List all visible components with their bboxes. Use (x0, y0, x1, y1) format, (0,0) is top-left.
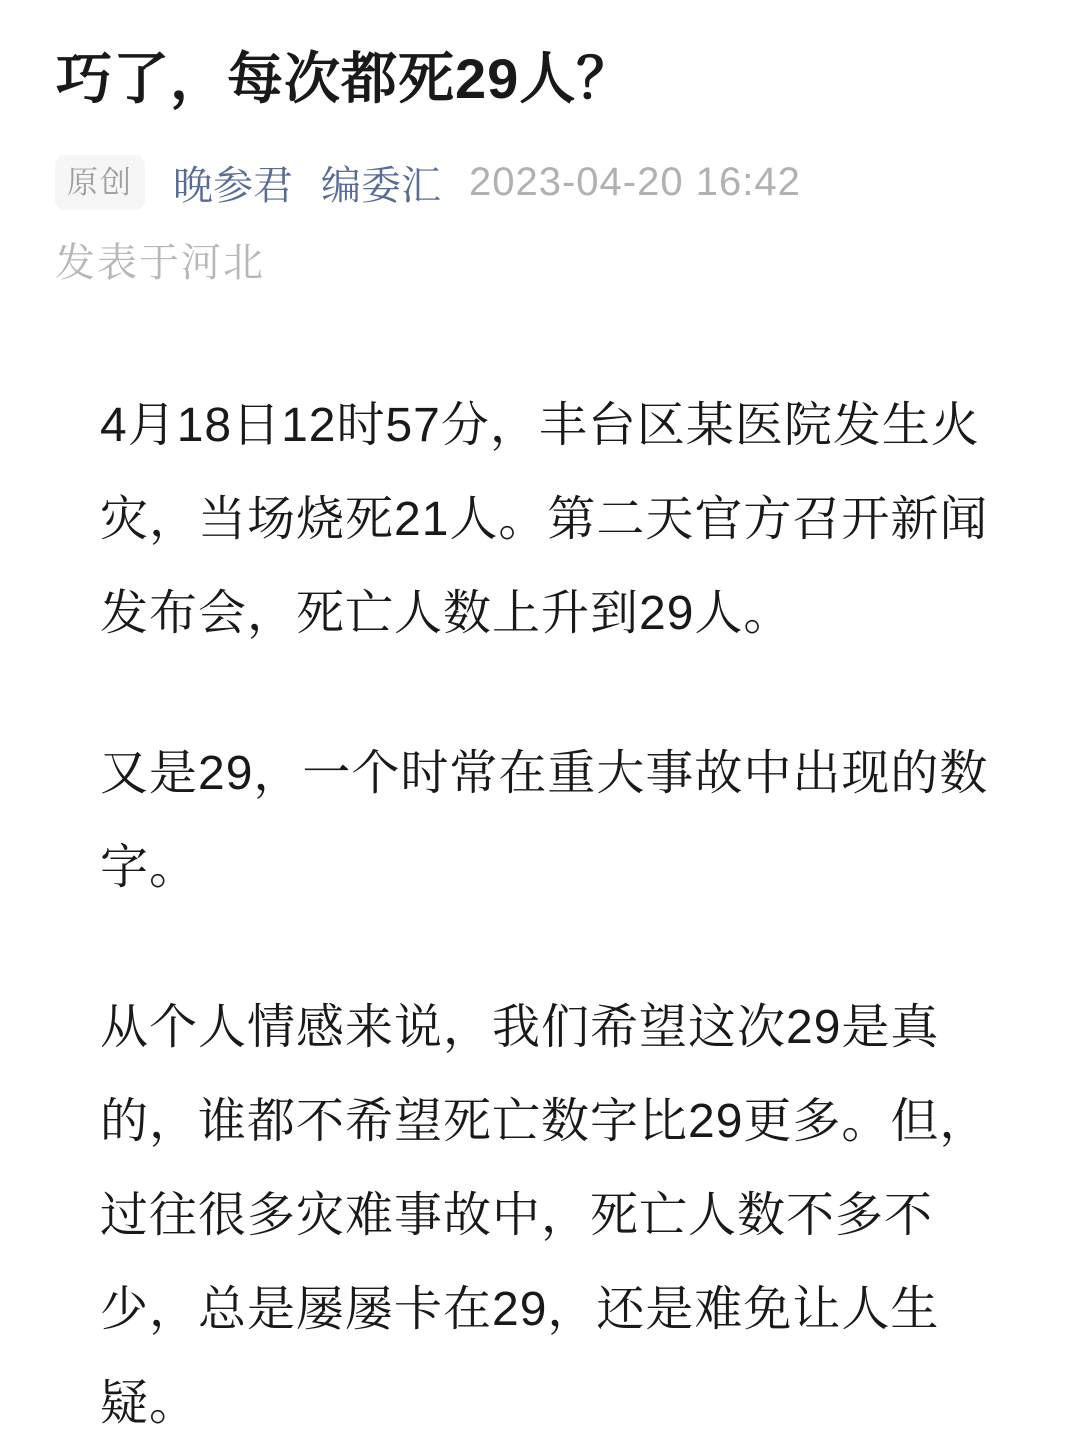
original-badge: 原创 (55, 155, 145, 210)
publish-timestamp: 2023-04-20 16:42 (469, 160, 801, 204)
article-body (0, 379, 1080, 1451)
paragraph-3: 从个人情感来说，我们希望这次29是真的，谁都不希望死亡数字比29更多。但，过往很多灾难事故中，死亡人数不多不少，总是屡屡卡在29，还是难免让人生疑。 (100, 1001, 989, 1430)
article-title: 巧了，每次都死29人？ (56, 47, 634, 110)
article-meta-row (55, 154, 1025, 211)
publish-location: 发表于河北 (55, 241, 265, 285)
paragraph-2: 又是29，一个时常在重大事故中出现的数字。 (100, 747, 989, 894)
author-link[interactable]: 晚参君 (173, 164, 293, 208)
account-name-link[interactable]: 编委汇 (321, 164, 441, 208)
paragraph-1: 4月18日12时57分，丰台区某医院发生火灾，当场烧死21人。第二天官方召开新闻发布会，死亡人数上升到29人。 (100, 399, 989, 640)
